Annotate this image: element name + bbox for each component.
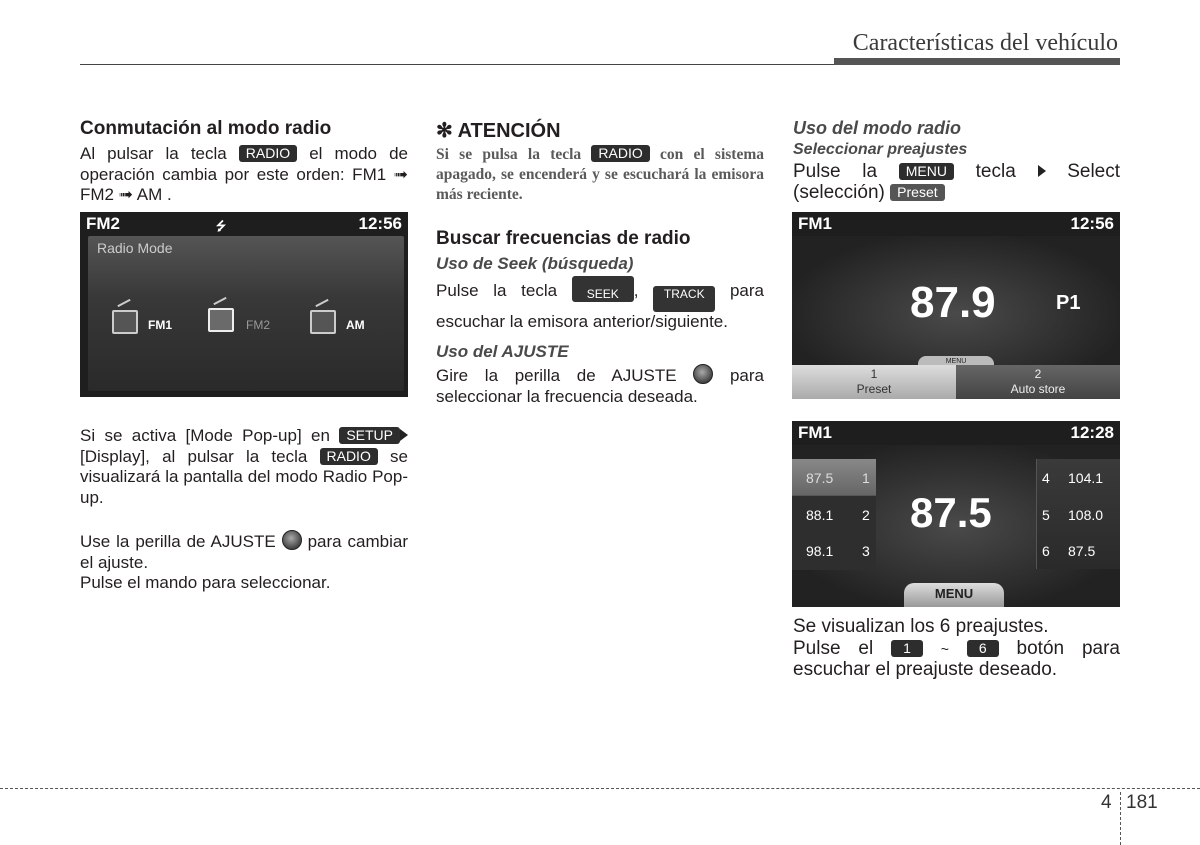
chapter-number: 4 (1101, 792, 1112, 813)
fm1-label: FM1 (148, 318, 172, 332)
clock-label: 12:28 (1070, 423, 1114, 442)
paragraph-popup: Si se activa [Mode Pop-up] en SETUP [Display], al pulsar la tecla RADIO se visualizará la pantalla del modo Radio Pop-up. (80, 426, 408, 507)
footer-divider (1120, 792, 1121, 845)
preset-4-freq[interactable]: 104.1 (1068, 470, 1104, 486)
frequency-display: 87.9 (910, 278, 996, 327)
paragraph-preset-select: Pulse la MENU tecla Select (selección) Preset (793, 161, 1121, 203)
radio-key-icon: RADIO (591, 145, 649, 162)
fm1-radio-icon (112, 310, 138, 334)
arrow-right-icon (1038, 165, 1046, 177)
preset-list-screen (792, 421, 1120, 607)
frequency-display: 87.5 (910, 489, 992, 536)
preset-3-freq[interactable]: 98.1 (806, 543, 834, 559)
preset-6-num: 6 (1042, 543, 1050, 559)
subheading-adjust: Uso del AJUSTE (436, 342, 569, 361)
clock-label: 12:56 (358, 214, 402, 233)
preset-1-key-icon: 1 (891, 640, 923, 657)
band-label: FM2 (86, 214, 120, 233)
running-header: Características del vehículo (852, 30, 1118, 56)
track-key-icon: TRACK (653, 286, 715, 312)
attention-text: Si se pulsa la tecla RADIO con el sistema apagado, se encenderá y se escuchará la emisora más reciente. (436, 145, 765, 203)
arrow-right-icon (400, 429, 408, 441)
tune-knob-icon (693, 364, 713, 384)
setup-key-icon: SETUP (339, 427, 400, 444)
paragraph-six-presets: Se visualizan los 6 preajustes. (793, 616, 1049, 637)
menu-tab[interactable]: MENU (918, 356, 994, 368)
band-label: FM1 (798, 423, 832, 442)
preset-2-freq[interactable]: 88.1 (806, 507, 834, 523)
preset-5-num: 5 (1042, 507, 1050, 523)
auto-store-tab[interactable]: 2 Auto store (956, 365, 1120, 399)
paragraph-adjust: Use la perilla de AJUSTE para cambiar el ajuste. (80, 532, 408, 572)
am-radio-icon (310, 310, 336, 334)
subheading-presets: Seleccionar preajustes (793, 141, 968, 158)
preset-6-freq[interactable]: 87.5 (1068, 543, 1096, 559)
preset-key-icon: Preset (890, 184, 944, 201)
radio-mode-screen (80, 212, 408, 397)
usb-icon: ⭍ (216, 219, 226, 233)
page-number: 181 (1126, 792, 1158, 813)
menu-key-icon: MENU (899, 163, 954, 180)
panel-title: Radio Mode (97, 240, 173, 256)
subheading-seek: Uso de Seek (búsqueda) (436, 254, 634, 273)
preset-indicator: P1 (1056, 292, 1081, 314)
preset-tab[interactable]: 1 Preset (792, 365, 956, 399)
menu-button[interactable]: MENU (904, 583, 1004, 607)
radio-key-icon: RADIO (239, 145, 297, 162)
radio-key-icon: RADIO (320, 448, 378, 465)
preset-4-num: 4 (1042, 470, 1050, 486)
footer-rule (0, 788, 1200, 789)
preset-2-num: 2 (862, 507, 870, 523)
subheading-radio-use: Uso del modo radio (793, 118, 962, 138)
band-label: FM1 (798, 214, 832, 233)
radio-mode-panel (88, 236, 404, 391)
paragraph-seek: Pulse la tecla SEEK , TRACK para escuchar la emisora anterior/siguiente. (436, 276, 764, 333)
fm2-label: FM2 (246, 318, 270, 332)
paragraph-mode-switch: Al pulsar la tecla RADIO el modo de operación cambia por este orden: FM1 ➟ FM2 ➟ AM . (80, 144, 408, 204)
am-label: AM (346, 318, 365, 332)
preset-1-freq[interactable]: 87.5 (806, 470, 834, 486)
attention-heading: ✻ ATENCIÓN (436, 120, 561, 142)
preset-3-num: 3 (862, 543, 870, 559)
section-heading-seek: Buscar frecuencias de radio (436, 228, 691, 249)
preset-5-freq[interactable]: 108.0 (1068, 507, 1104, 523)
fm-radio-screen (792, 212, 1120, 399)
paragraph-preset-press: Pulse el 1 ~ 6 botón para escuchar el preajuste deseado. (793, 638, 1121, 680)
preset-6-key-icon: 6 (967, 640, 999, 657)
paragraph-select: Pulse el mando para seleccionar. (80, 573, 331, 592)
header-bar (834, 58, 1120, 65)
clock-label: 12:56 (1070, 214, 1114, 233)
paragraph-tune: Gire la perilla de AJUSTE para seleccionar la frecuencia deseada. (436, 366, 764, 406)
fm2-radio-icon (208, 308, 234, 332)
section-heading-radio-mode: Conmutación al modo radio (80, 118, 332, 139)
preset-1-num: 1 (862, 470, 870, 486)
tune-knob-icon (282, 530, 302, 550)
seek-key-icon: SEEK (572, 276, 634, 302)
